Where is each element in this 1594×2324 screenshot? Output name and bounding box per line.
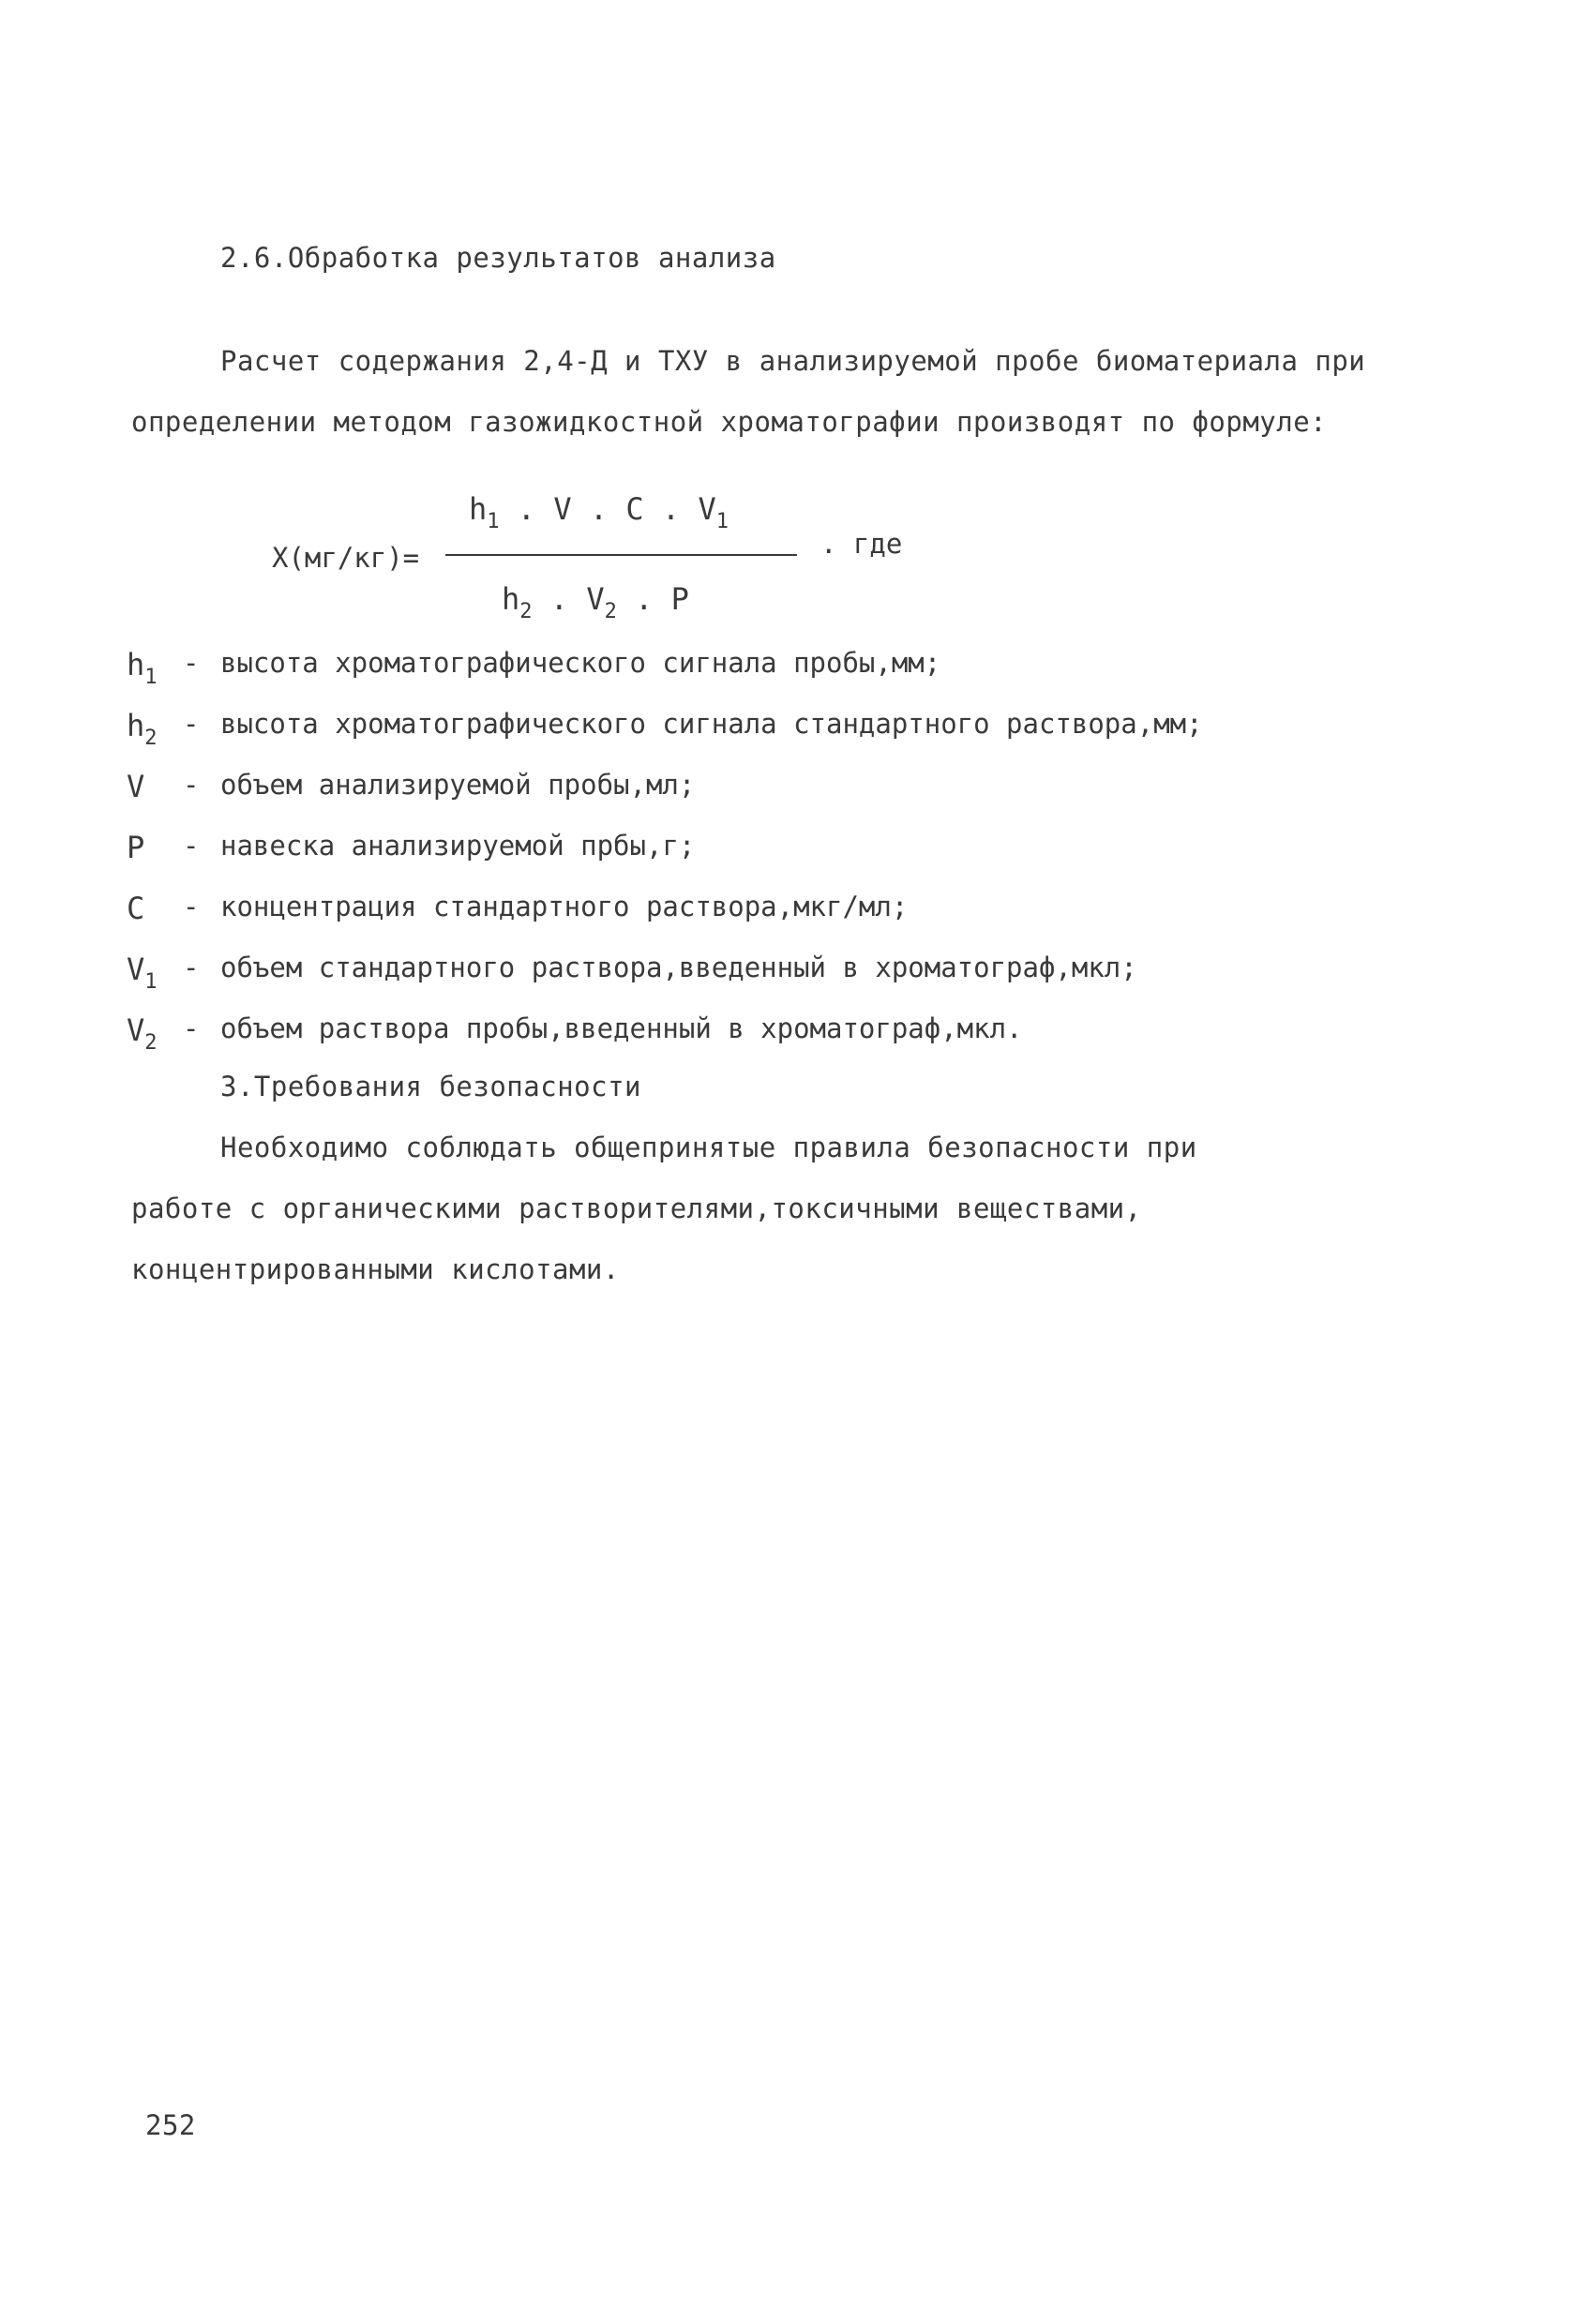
formula-denominator bbox=[502, 581, 689, 623]
legend-symbol: $V_2$ bbox=[127, 1012, 158, 1055]
legend-text: навеска анализируемой прбы,г; bbox=[220, 830, 696, 862]
section-heading-2-6: 2.6.Обработка результатов анализа bbox=[220, 242, 776, 274]
legend-text: объем раствора пробы,введенный в хроматограф,мкл. bbox=[220, 1012, 1023, 1044]
legend-symbol: C bbox=[127, 891, 145, 926]
num-h-sub: 1 bbox=[487, 510, 500, 533]
legend-text: высота хроматографического сигнала стандартного раствора,мм; bbox=[220, 708, 1203, 740]
legend-dash: - bbox=[183, 891, 200, 922]
formula-lhs: Х(мг/кг)= bbox=[272, 542, 420, 574]
legend-text: концентрация стандартного раствора,мкг/мл; bbox=[220, 891, 909, 922]
den-h-sub: 2 bbox=[519, 600, 533, 623]
legend-text: объем стандартного раствора,введенный в хроматограф,мкл; bbox=[220, 952, 1137, 983]
fraction-bar bbox=[445, 554, 797, 556]
legend-symbol: $h_1$ bbox=[127, 647, 158, 689]
legend-dash: - bbox=[183, 830, 200, 862]
legend-dash: - bbox=[183, 708, 200, 740]
legend-dash: - bbox=[183, 769, 200, 801]
num-v-sub: 1 bbox=[715, 510, 729, 533]
num-h: h bbox=[469, 491, 488, 527]
formula-where: . где bbox=[820, 528, 903, 560]
den-h: h bbox=[502, 581, 520, 617]
legend-symbol: V bbox=[127, 769, 145, 804]
legend-symbol: P bbox=[127, 830, 145, 865]
legend-symbol: $V_1$ bbox=[127, 952, 158, 994]
safety-line-2: работе с органическими растворителями,токсичными веществами, bbox=[131, 1192, 1142, 1224]
legend-text: объем анализируемой пробы,мл; bbox=[220, 769, 696, 801]
legend-text: высота хроматографического сигнала пробы,мм; bbox=[220, 647, 941, 679]
num-rest: . V . C . V bbox=[499, 491, 716, 527]
section-heading-3: 3.Требования безопасности bbox=[220, 1071, 641, 1102]
den-v-sub: 2 bbox=[604, 600, 617, 623]
legend-dash: - bbox=[183, 952, 200, 983]
safety-line-3: концентрированными кислотами. bbox=[131, 1253, 620, 1285]
den-rest: . P bbox=[616, 581, 689, 617]
formula bbox=[272, 487, 985, 637]
legend-dash: - bbox=[183, 647, 200, 679]
formula-numerator bbox=[469, 491, 729, 533]
paragraph-calc-line-1: Расчет содержания 2,4-Д и ТХУ в анализируемой пробе биоматериала при bbox=[220, 345, 1366, 377]
legend-dash: - bbox=[183, 1012, 200, 1044]
paragraph-calc-line-2: определении методом газожидкостной хроматографии производят по формуле: bbox=[131, 406, 1328, 438]
legend-symbol: $h_2$ bbox=[127, 708, 158, 750]
den-mid: . V bbox=[532, 581, 605, 617]
page-number: 252 bbox=[145, 2109, 196, 2141]
safety-line-1: Необходимо соблюдать общепринятые правила безопасности при bbox=[220, 1132, 1197, 1163]
